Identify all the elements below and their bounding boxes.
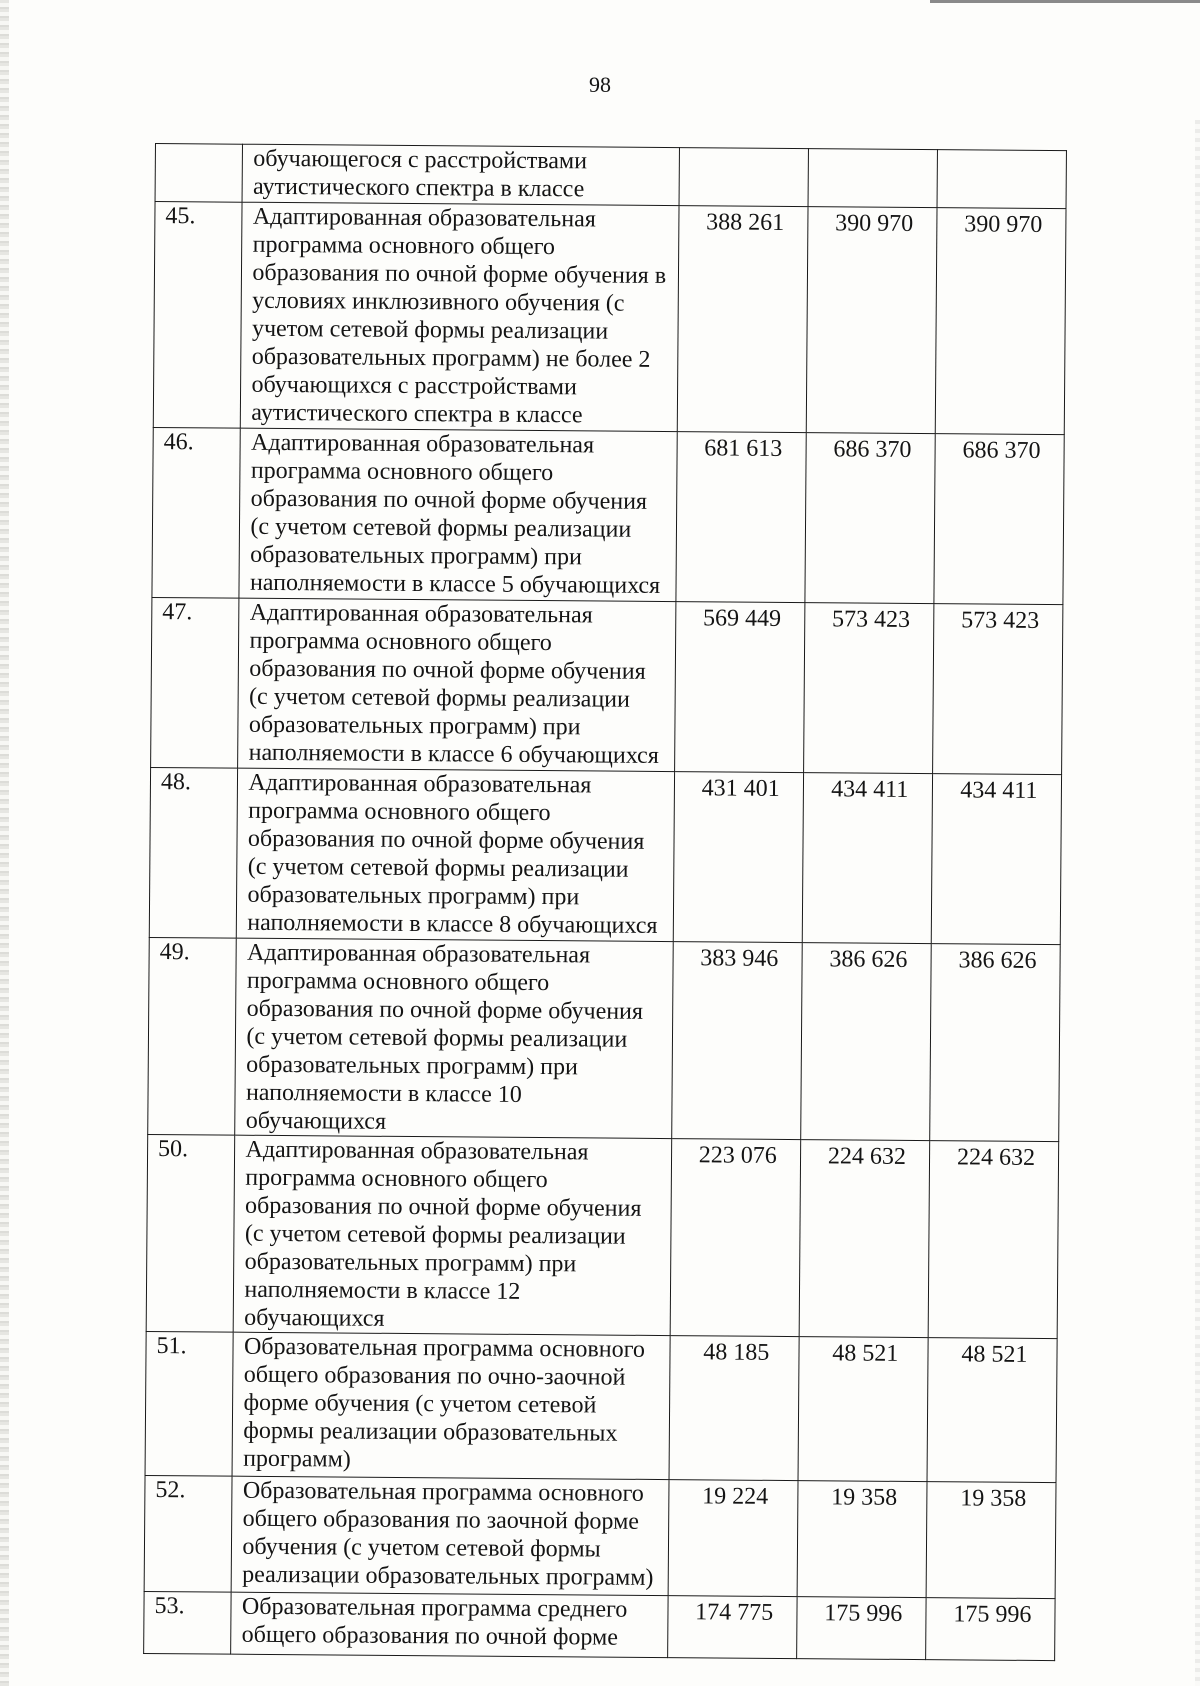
value-cell: 434 411 (802, 773, 932, 944)
table-row (151, 597, 1063, 774)
row-description: Адаптированная образовательная программа основного общего образования по очной форме обучения (с учетом сетевой формы реализации образовательных программ) при наполняемости в классе 12 обучающихся (234, 1135, 672, 1335)
value-cell: 19 224 (668, 1480, 798, 1597)
cost-table (143, 143, 1067, 1661)
row-description: Адаптированная образовательная программа основного общего образования по очной форме обучения (с учетом сетевой формы реализации образовательных программ) при наполняемости в классе 10 обучающихся (235, 938, 673, 1138)
row-description: Адаптированная образовательная программа основного общего образования по очной форме обучения (с учетом сетевой формы реализации образовательных программ) при наполняемости в классе 8 обучающихся (237, 768, 675, 941)
row-number: 53. (144, 1591, 232, 1654)
row-number: 49. (148, 937, 237, 1135)
row-description: Адаптированная образовательная программа основного общего образования по очной форме обучения (с учетом сетевой формы реализации образовательных программ) при наполняемости в классе 6 обучающихся (238, 598, 676, 771)
value-cell: 224 632 (928, 1141, 1059, 1339)
value-cell: 388 261 (677, 206, 808, 433)
value-cell: 390 970 (935, 208, 1066, 435)
row-number: 50. (146, 1134, 235, 1332)
table-row (152, 427, 1064, 604)
value-cell: 383 946 (671, 942, 802, 1140)
row-description: Адаптированная образовательная программа основного общего образования по очной форме обучения в условиях инклюзивного обучения (с учетом сетевой формы реализации образовательных программ) не более 2 обучающихся с расстройствами аутистического спектра в классе (241, 202, 679, 431)
value-cell: 224 632 (799, 1140, 930, 1338)
value-cell: 174 775 (667, 1596, 797, 1659)
value-cell: 681 613 (676, 432, 806, 603)
value-cell: 19 358 (797, 1481, 927, 1598)
value-cell: 48 521 (798, 1337, 928, 1482)
row-description: Образовательная программа основного общего образования по очно-заочной форме обучения (с учетом сетевой формы реализации образовательных программ) (232, 1332, 669, 1479)
value-cell: 434 411 (931, 774, 1061, 945)
row-number: 47. (151, 597, 240, 768)
value-cell: 48 185 (669, 1336, 799, 1481)
scan-left-edge (0, 0, 9, 1686)
table-row (155, 144, 1066, 209)
row-description: Образовательная программа основного общего образования по заочной форме обучения (с учетом сетевой формы реализации образовательных программ) (232, 1476, 669, 1595)
row-description: Образовательная программа среднего общего образования по очной форме (231, 1592, 668, 1657)
value-cell: 573 423 (932, 604, 1062, 775)
value-cell: 686 370 (934, 434, 1064, 605)
value-cell: 386 626 (930, 944, 1061, 1142)
value-cell: 19 358 (926, 1482, 1056, 1599)
scan-right-edge (1195, 120, 1200, 1686)
value-cell: 573 423 (803, 603, 933, 774)
value-cell: 386 626 (800, 943, 931, 1141)
scan-top-line (930, 0, 1200, 3)
row-number: 51. (145, 1331, 234, 1476)
value-cell (808, 149, 938, 208)
row-description: обучающегося с расстройствами аутистического спектра в классе (242, 144, 679, 205)
table-row (144, 1475, 1056, 1598)
value-cell: 686 370 (805, 433, 935, 604)
value-cell: 48 521 (927, 1338, 1057, 1483)
value-cell: 431 401 (673, 772, 803, 943)
row-number: 46. (152, 427, 241, 598)
table-row (149, 767, 1061, 944)
row-description: Адаптированная образовательная программа основного общего образования по очной форме обучения (с учетом сетевой формы реализации образовательных программ) при наполняемости в классе 5 обучающихся (239, 428, 677, 601)
row-number: 45. (153, 202, 242, 429)
table-row (146, 1134, 1059, 1338)
row-number (155, 144, 243, 203)
table-row (144, 1591, 1055, 1660)
row-number: 48. (149, 767, 238, 938)
table-row (153, 202, 1066, 435)
table-row (148, 937, 1061, 1141)
row-number: 52. (144, 1475, 232, 1592)
value-cell (679, 148, 809, 207)
value-cell: 223 076 (670, 1139, 801, 1337)
value-cell: 569 449 (674, 602, 804, 773)
table-row (145, 1331, 1057, 1482)
page-number: 98 (589, 72, 611, 97)
value-cell (937, 150, 1067, 209)
value-cell: 175 996 (796, 1597, 926, 1660)
value-cell: 390 970 (806, 207, 937, 434)
value-cell: 175 996 (925, 1598, 1055, 1661)
